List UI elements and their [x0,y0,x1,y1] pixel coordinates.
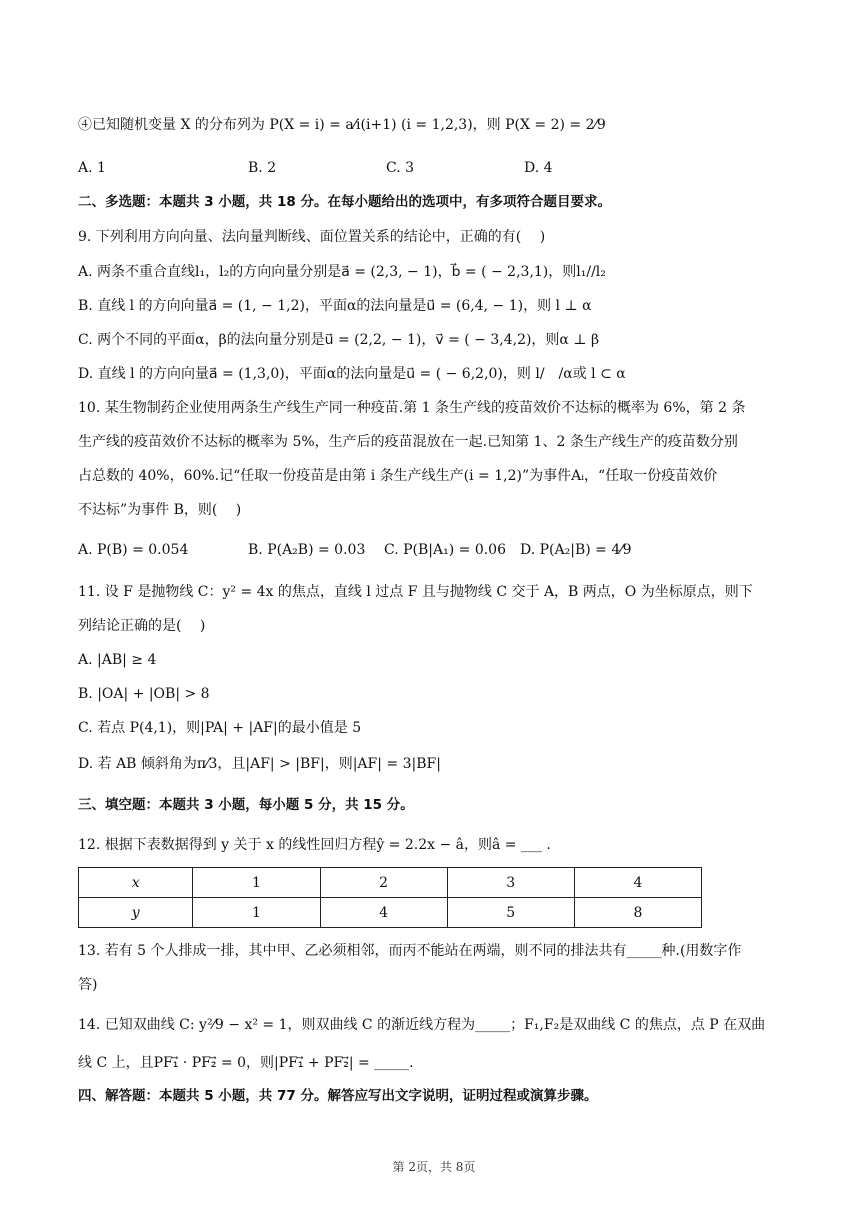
q9-option-c: C. 两个不同的平面α，β的法向量分别是u⃗ = (2,2, − 1)，v⃗ = ( − 3,4,2)，则α ⊥ β [78,332,600,348]
q8-item-4: ④已知随机变量 X 的分布列为 P(X = i) = a⁄i(i+1) (i = 1,2,3)，则 P(X = 2) = 2⁄9 [78,117,606,133]
q10-stem-line-4: 不达标”为事件 B，则( ) [78,502,242,518]
table-cell: 8 [574,898,701,928]
table-row [79,898,702,928]
q11-stem-line-2: 列结论正确的是( ) [78,618,206,634]
q9-option-d: D. 直线 l 的方向向量a⃗ = (1,3,0)，平面α的法向量是u⃗ = ( − 6,2,0)，则 l/ /α或 l ⊂ α [78,366,626,382]
section-2-heading: 二、多选题：本题共 3 小题，共 18 分。在每小题给出的选项中，有多项符合题目要求。 [78,194,611,210]
q8-option-a: A. 1 [78,160,106,176]
q10-option-a: A. P(B) = 0.054 [78,542,189,558]
q9-stem: 9. 下列利用方向向量、法向量判断线、面位置关系的结论中，正确的有( ) [78,229,546,245]
q10-stem-line-2: 生产线的疫苗效价不达标的概率为 5%，生产后的疫苗混放在一起.已知第 1、2 条生产线生产的疫苗数分别 [78,434,738,450]
q10-option-d: D. P(A₂|B) = 4⁄9 [520,542,632,558]
table-cell: 3 [447,868,574,898]
table-cell: 2 [320,868,447,898]
table-cell: x [79,868,193,898]
q13-stem-line-2: 答) [78,977,98,993]
page-footer: 第 2页，共 8页 [392,1160,476,1174]
table-cell: 1 [193,898,320,928]
q11-option-b: B. |OA| + |OB| > 8 [78,686,210,702]
q14-stem-line-2: 线 C 上，且PF₁⃗ · PF₂⃗ = 0，则|PF₁⃗ + PF₂⃗| = _____. [78,1055,414,1071]
q11-option-d: D. 若 AB 倾斜角为π⁄3，且|AF| > |BF|，则|AF| = 3|BF| [78,756,441,772]
table-cell: 1 [193,868,320,898]
q8-option-b: B. 2 [248,160,277,176]
q13-stem-line-1: 13. 若有 5 个人排成一排，其中甲、乙必须相邻，而丙不能站在两端，则不同的排法共有_____种.(用数字作 [78,943,742,959]
section-3-heading: 三、填空题：本题共 3 小题，每小题 5 分，共 15 分。 [78,797,414,813]
section-4-heading: 四、解答题：本题共 5 小题，共 77 分。解答应写出文字说明，证明过程或演算步骤。 [78,1088,598,1104]
q11-stem-line-1: 11. 设 F 是抛物线 C：y² = 4x 的焦点，直线 l 过点 F 且与抛物线 C 交于 A，B 两点，O 为坐标原点，则下 [78,584,753,600]
q12-stem: 12. 根据下表数据得到 y 关于 x 的线性回归方程ŷ = 2.2x − â，则â = ___ . [78,837,551,853]
table-cell: y [79,898,193,928]
q11-option-a: A. |AB| ≥ 4 [78,652,157,668]
q8-option-d: D. 4 [524,160,553,176]
q10-stem-line-3: 占总数的 40%，60%.记“任取一份疫苗是由第 i 条生产线生产(i = 1,2)”为事件Aᵢ，“任取一份疫苗效价 [78,468,718,484]
q9-option-a: A. 两条不重合直线l₁，l₂的方向向量分别是a⃗ = (2,3, − 1)，b⃗ = ( − 2,3,1)，则l₁//l₂ [78,264,606,280]
table-row [79,868,702,898]
q10-option-c: C. P(B|A₁) = 0.06 [384,542,506,558]
q14-stem-line-1: 14. 已知双曲线 C: y²⁄9 − x² = 1，则双曲线 C 的渐近线方程为_____；F₁,F₂是双曲线 C 的焦点，点 P 在双曲 [78,1017,766,1033]
q10-option-b: B. P(A₂B) = 0.03 [248,542,366,558]
q8-option-c: C. 3 [386,160,415,176]
q11-option-c: C. 若点 P(4,1)，则|PA| + |AF|的最小值是 5 [78,720,362,736]
table-cell: 4 [320,898,447,928]
q10-stem-line-1: 10. 某生物制药企业使用两条生产线生产同一种疫苗.第 1 条生产线的疫苗效价不达标的概率为 6%，第 2 条 [78,400,746,416]
table-cell: 4 [574,868,701,898]
q12-data-table [78,867,702,928]
q9-option-b: B. 直线 l 的方向向量a⃗ = (1, − 1,2)，平面α的法向量是u⃗ = (6,4, − 1)，则 l ⊥ α [78,298,592,314]
table-cell: 5 [447,898,574,928]
